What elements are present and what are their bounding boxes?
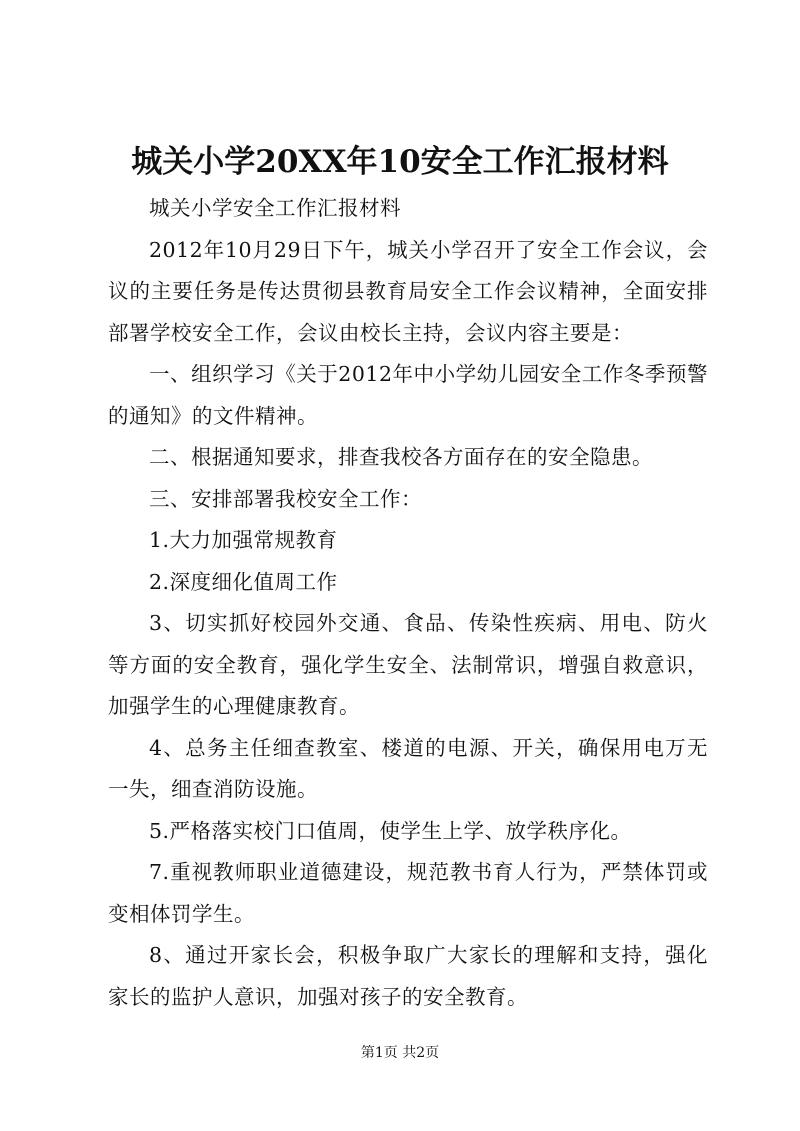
paragraph-subitem-2: 2.深度细化值周工作 [149,569,338,594]
paragraph-subitem-4: 4、总务主任细查教室、楼道的电源、开关，确保用电万无一失，细查消防设施。 [108,735,708,801]
page-footer: 第1页 共2页 [360,1045,440,1061]
document-body [108,188,708,1018]
paragraph-meeting-intro: 2012年10月29日下午，城关小学召开了安全工作会议，会议的主要任务是传达贯彻县教育局安全工作会议精神，全面安排部署学校安全工作，会议由校长主持，会议内容主要是： [108,237,708,345]
paragraph-item-one: 一、组织学习《关于2012年中小学幼儿园安全工作冬季预警的通知》的文件精神。 [108,362,708,428]
paragraph-subitem-5: 5.严格落实校门口值周，使学生上学、放学秩序化。 [149,818,632,843]
paragraph-subitem-7: 7.重视教师职业道德建设，规范教书育人行为，严禁体罚或变相体罚学生。 [108,860,708,926]
paragraph-subitem-8: 8、通过开家长会，积极争取广大家长的理解和支持，强化家长的监护人意识，加强对孩子的安全教育。 [108,943,708,1009]
document-title: 城关小学20XX年10安全工作汇报材料 [131,144,669,180]
paragraph-subitem-3: 3、切实抓好校园外交通、食品、传染性疾病、用电、防火等方面的安全教育，强化学生安全、法制常识，增强自救意识，加强学生的心理健康教育。 [108,611,708,718]
paragraph-subtitle: 城关小学安全工作汇报材料 [149,196,401,220]
paragraph-item-two: 二、根据通知要求，排查我校各方面存在的安全隐患。 [149,445,653,469]
paragraph-item-three: 三、安排部署我校安全工作： [149,486,422,511]
paragraph-subitem-1: 1.大力加强常规教育 [149,528,338,552]
